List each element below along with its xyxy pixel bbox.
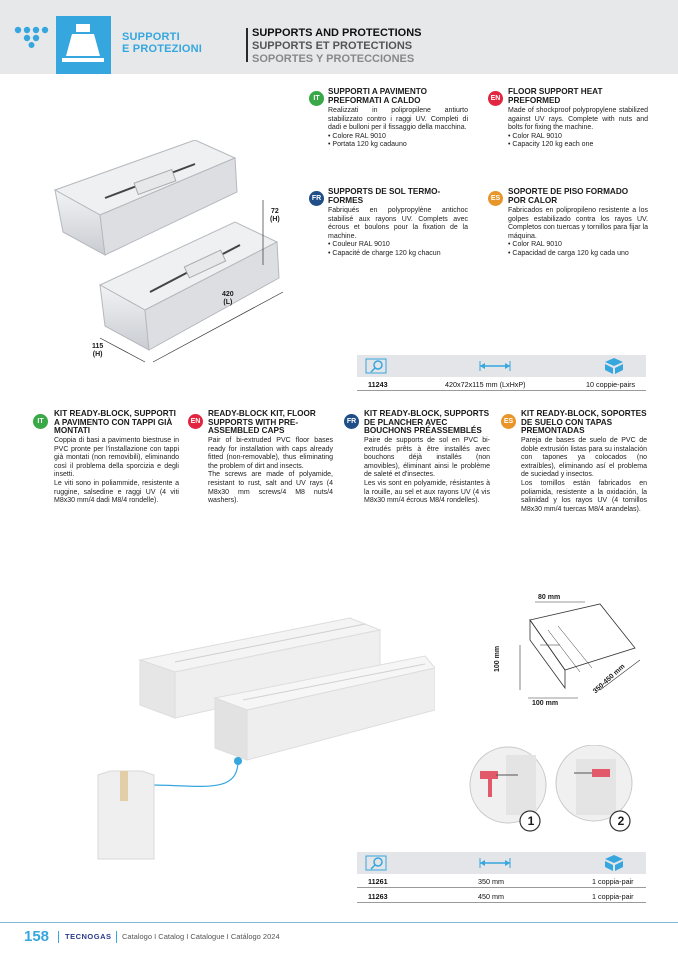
footer-divider [116,931,117,943]
brand-name: TECNOGAS [65,932,112,941]
lang-badge-fr: FR [344,414,359,429]
p1-fr-text [328,207,468,259]
p1-es-body: Fabricados en polipropileno resistente a los golpes estabilizado contra los rayos UV. Completos con tuercas y tornillos para fijar la máquina. [508,207,648,240]
p1-it-body: Realizzati in polipropilene antiurto stabilizzato contro i raggi UV. Completi di dadi e bulloni per il fissaggio della macchina. [328,107,468,132]
p1-it-title: SUPPORTI A PAVIMENTO PREFORMATI A CALDO [328,87,428,105]
lang-badge-en: EN [488,91,503,106]
p1-fr-bullet: • Couleur RAL 9010 [328,241,468,250]
p1-row-size: 420x72x115 mm (LxHxP) [445,380,526,389]
lang-badge-es: ES [501,414,516,429]
dim-length-label [222,291,234,307]
p2-row2-code: 11263 [368,892,388,901]
p1-it-bullet: • Portata 120 kg cadauno [328,141,468,150]
section-title [122,31,202,55]
drawing-bottom-dim: 100 mm [532,700,559,707]
p2-it-body: Coppia di basi a pavimento biestruse in PVC pronte per l'installazione con tappi già montati (non removibili), eliminando così il problema della sporcizia e degli insetti. Le viti sono in poliammide, resistente a ruggine, salsedine e raggi UV (4 viti M8x30 mm/4 dadi M8/4 rondelle). [54,437,179,505]
p2-en-body: Pair of bi-extruded PVC floor bases ready for installation with caps already fitted (non-removable), thus eliminating the problem of dirt and insects. The screws are made of polyamide, resistant to rust, salt and UV rays (4 M8x30 mm screws/4 M8 nuts/4 washers). [208,437,333,505]
p2-es-title: KIT READY-BLOCK, SOPORTES DE SUELO CON TAPAS PREMONTADAS [521,409,647,435]
p1-en-bullet: • Color RAL 9010 [508,133,648,142]
dim-width-label [92,343,103,359]
p1-es-title: SOPORTE DE PISO FORMADO POR CALOR [508,187,629,205]
p2-es-body: Pareja de bases de suelo de PVC de doble extrusión listas para su instalación con tapones ya colocados (no extraíbles), eliminando así el problema de suciedad y insectos. Los tornillos están fabricados en poliamida, resistente a la oxidación, la salinidad y los rayos UV (4 tornillos M8x30 mm/4 tuercas M8/4 arandelas). [521,437,647,513]
p2-row1-pack: 1 coppia-pair [592,877,634,886]
assembly-steps-image [466,745,638,835]
p2-row2-size: 450 mm [478,892,504,901]
dim-height-unit: (H) [270,216,280,223]
end-cap-detail-image [90,755,250,870]
footer-divider [58,931,59,943]
dimension-ruler-icon [478,856,512,870]
footer-rule [0,922,678,923]
package-icon [604,357,624,375]
p1-en-title: FLOOR SUPPORT HEAT PREFORMED [508,87,603,105]
p2-table-rule [357,887,646,888]
p1-fr-body: Fabriqués en polypropylène antichoc stabilisé aux rayons UV. Complets avec écrous et boulons pour la fixation de la machine. [328,207,468,240]
section-title-line1: SUPPORTI [122,31,180,43]
p1-en-text [508,107,648,150]
dim-width-value: 115 [92,343,104,350]
dim-height-label [270,208,280,224]
catalog-label: Catalogo I Catalog I Catalogue I Catálogo 2024 [122,932,280,941]
p1-row-pack: 10 coppie-pairs [586,380,636,389]
page-number: 158 [24,928,50,945]
p1-table-rule [357,390,646,391]
p2-fr-title: KIT READY-BLOCK, SUPPORTS DE PLANCHER AVEC BOUCHONS PRÉASSEMBLÉS [364,409,490,435]
p2-row1-size: 350 mm [478,877,504,886]
p1-es-bullet: • Capacidad de carga 120 kg cada uno [508,250,648,259]
dimension-ruler-icon [478,359,512,373]
dots-logo-icon [14,26,50,48]
subtitle-es: SOPORTES Y PROTECCIONES [252,53,415,65]
p2-en-title: READY-BLOCK KIT, FLOOR SUPPORTS WITH PRE-ASSEMBLED CAPS [208,409,316,435]
p1-en-body: Made of shockproof polypropylene stabilized against UV rays. Complete with nuts and bolts for fixing the machine. [508,107,648,132]
dimension-drawing [500,590,650,715]
p2-row1-code: 11261 [368,877,388,886]
p1-fr-title: SUPPORTS DE SOL TERMO-FORMES [328,187,441,205]
p1-it-bullet: • Colore RAL 9010 [328,133,468,142]
preformed-supports-image [45,140,305,380]
p1-fr-bullet: • Capacité de charge 120 kg chacun [328,250,468,259]
subtitle-fr: SUPPORTS ET PROTECTIONS [252,40,413,52]
step-1-label: 1 [527,814,535,828]
step-2-label: 2 [617,814,625,828]
dim-length-unit: (L) [223,299,233,306]
p2-row2-pack: 1 coppia-pair [592,892,634,901]
lang-badge-it: IT [33,414,48,429]
code-search-icon [365,855,389,871]
dim-width-unit: (H) [92,351,103,358]
p1-en-bullet: • Capacity 120 kg each one [508,141,648,150]
drawing-side-dim: 100 mm [494,645,501,672]
section-title-line2: E PROTEZIONI [122,43,203,55]
lang-badge-it: IT [309,91,324,106]
drawing-top-dim: 80 mm [538,594,561,601]
p2-table-rule [357,902,646,903]
dim-height-value: 72 [270,208,279,215]
p1-es-bullet: • Color RAL 9010 [508,241,648,250]
supports-category-icon [56,16,111,74]
dim-length-value: 420 [222,291,234,298]
subtitle-en: SUPPORTS AND PROTECTIONS [252,27,422,39]
p2-fr-body: Paire de supports de sol en PVC bi-extrudés prêts à être installés avec bouchons déjà installés (non amovibles), éliminant ainsi le problème de saleté et d'insectes. Les vis sont en polyamide, résistantes à la rouille, au sel et aux rayons UV (4 vis M8x30 mm/4 écrous M8/4 rondelles). [364,437,490,505]
p1-es-text [508,207,648,259]
header-subtitles [252,27,422,66]
header-divider [246,28,248,62]
p2-it-title: KIT READY-BLOCK, SUPPORTI A PAVIMENTO CON TAPPI GIÀ MONTATI [54,409,176,435]
p1-row-code: 11243 [368,380,388,389]
package-icon [604,854,624,872]
lang-badge-en: EN [188,414,203,429]
lang-badge-fr: FR [309,191,324,206]
drawing-length-dim: 350-450 mm [592,663,627,696]
lang-badge-es: ES [488,191,503,206]
p1-it-text [328,107,468,150]
code-search-icon [365,358,389,374]
